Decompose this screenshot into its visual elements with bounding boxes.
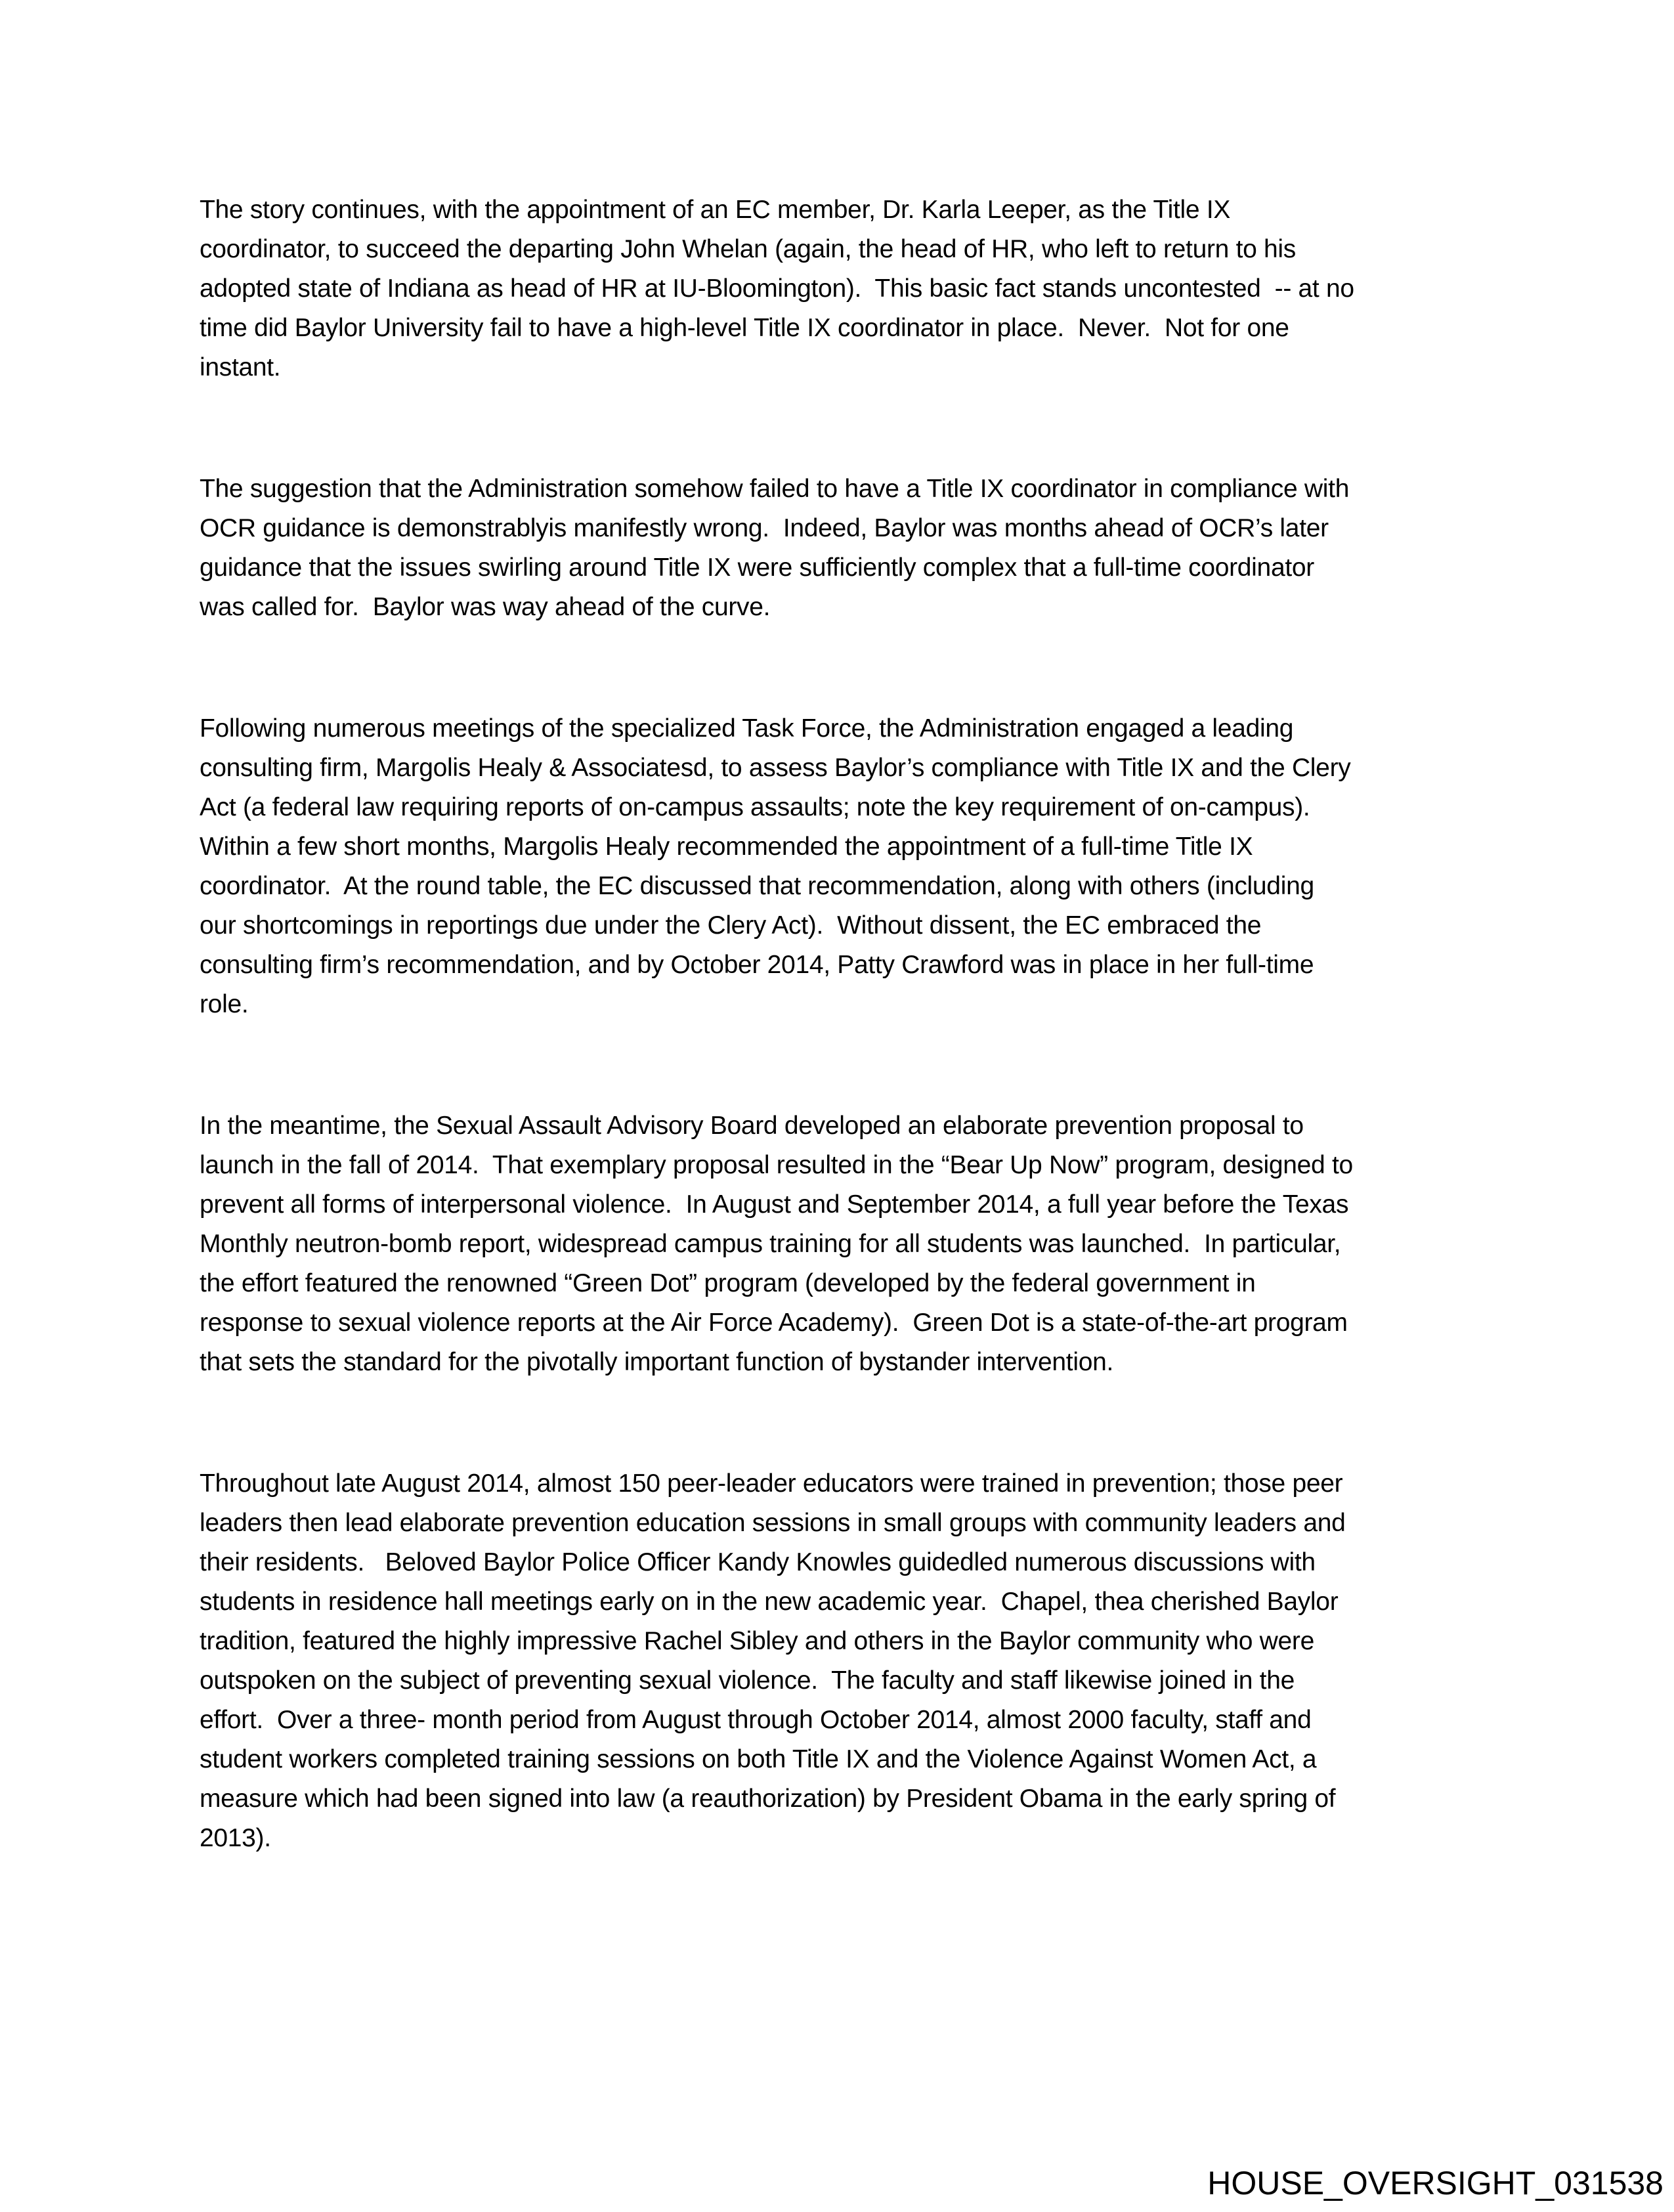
text-line: The story continues, with the appointment of an EC member, Dr. Karla Leeper, as the Title IX bbox=[200, 196, 1231, 224]
text-line: In the meantime, the Sexual Assault Advisory Board developed an elaborate prevention proposal to bbox=[200, 1112, 1304, 1140]
text-line: guidance that the issues swirling around Title IX were sufficiently complex that a full-time coordinator bbox=[200, 553, 1314, 582]
paragraph bbox=[200, 1464, 1496, 1858]
paragraph bbox=[200, 1106, 1496, 1382]
text-line: The suggestion that the Administration somehow failed to have a Title IX coordinator in compliance with bbox=[200, 475, 1350, 503]
text-line: Monthly neutron-bomb report, widespread campus training for all students was launched. In particular, bbox=[200, 1230, 1341, 1258]
paragraph bbox=[200, 190, 1496, 387]
text-line: coordinator, to succeed the departing John Whelan (again, the head of HR, who left to return to his bbox=[200, 235, 1297, 263]
text-line: Following numerous meetings of the specialized Task Force, the Administration engaged a leading bbox=[200, 714, 1294, 743]
text-line: students in residence hall meetings early on in the new academic year. Chapel, thea cherished Baylor bbox=[200, 1588, 1339, 1616]
text-line: consulting firm, Margolis Healy & Associatesd, to assess Baylor’s compliance with Title IX and the Clery bbox=[200, 754, 1351, 782]
text-line: prevent all forms of interpersonal violence. In August and September 2014, a full year before the Texas bbox=[200, 1190, 1349, 1219]
bates-stamp: HOUSE_OVERSIGHT_031538 bbox=[1207, 2165, 1663, 2201]
text-line: time did Baylor University fail to have a high-level Title IX coordinator in place. Never. Not for one bbox=[200, 314, 1289, 342]
text-line: launch in the fall of 2014. That exemplary proposal resulted in the “Bear Up Now” program, designed to bbox=[200, 1151, 1353, 1179]
text-line: instant. bbox=[200, 353, 281, 381]
text-line: that sets the standard for the pivotally important function of bystander intervention. bbox=[200, 1348, 1114, 1376]
text-line: our shortcomings in reportings due under the Clery Act). Without dissent, the EC embraced the bbox=[200, 911, 1262, 940]
paragraph bbox=[200, 469, 1496, 627]
text-line: student workers completed training sessions on both Title IX and the Violence Against Women Act, a bbox=[200, 1745, 1317, 1773]
text-line: Throughout late August 2014, almost 150 peer-leader educators were trained in prevention; those peer bbox=[200, 1469, 1343, 1498]
text-line: effort. Over a three- month period from August through October 2014, almost 2000 faculty, staff and bbox=[200, 1706, 1312, 1734]
text-line: Act (a federal law requiring reports of on-campus assaults; note the key requirement of on-campus). bbox=[200, 793, 1310, 821]
text-line: consulting firm’s recommendation, and by October 2014, Patty Crawford was in place in her full-time bbox=[200, 951, 1314, 979]
text-line: was called for. Baylor was way ahead of the curve. bbox=[200, 593, 771, 621]
text-line: role. bbox=[200, 990, 249, 1018]
text-line: tradition, featured the highly impressive Rachel Sibley and others in the Baylor community who were bbox=[200, 1627, 1314, 1655]
text-line: OCR guidance is demonstrablyis manifestly wrong. Indeed, Baylor was months ahead of OCR’s later bbox=[200, 514, 1329, 542]
text-line: measure which had been signed into law (a reauthorization) by President Obama in the early spring of bbox=[200, 1785, 1336, 1813]
text-line: their residents. Beloved Baylor Police Officer Kandy Knowles guidedled numerous discussions with bbox=[200, 1548, 1316, 1576]
text-line: leaders then lead elaborate prevention education sessions in small groups with community leaders and bbox=[200, 1509, 1346, 1537]
text-line: Within a few short months, Margolis Healy recommended the appointment of a full-time Title IX bbox=[200, 833, 1253, 861]
text-line: adopted state of Indiana as head of HR at IU-Bloomington). This basic fact stands uncontested -- at no bbox=[200, 274, 1354, 303]
text-line: 2013). bbox=[200, 1824, 271, 1852]
text-line: coordinator. At the round table, the EC discussed that recommendation, along with others (including bbox=[200, 872, 1314, 900]
text-line: outspoken on the subject of preventing sexual violence. The faculty and staff likewise joined in the bbox=[200, 1666, 1295, 1695]
paragraph bbox=[200, 709, 1496, 1024]
text-line: response to sexual violence reports at the Air Force Academy). Green Dot is a state-of-the-art program bbox=[200, 1309, 1348, 1337]
document-body bbox=[200, 190, 1496, 1858]
text-line: the effort featured the renowned “Green Dot” program (developed by the federal government in bbox=[200, 1269, 1256, 1297]
